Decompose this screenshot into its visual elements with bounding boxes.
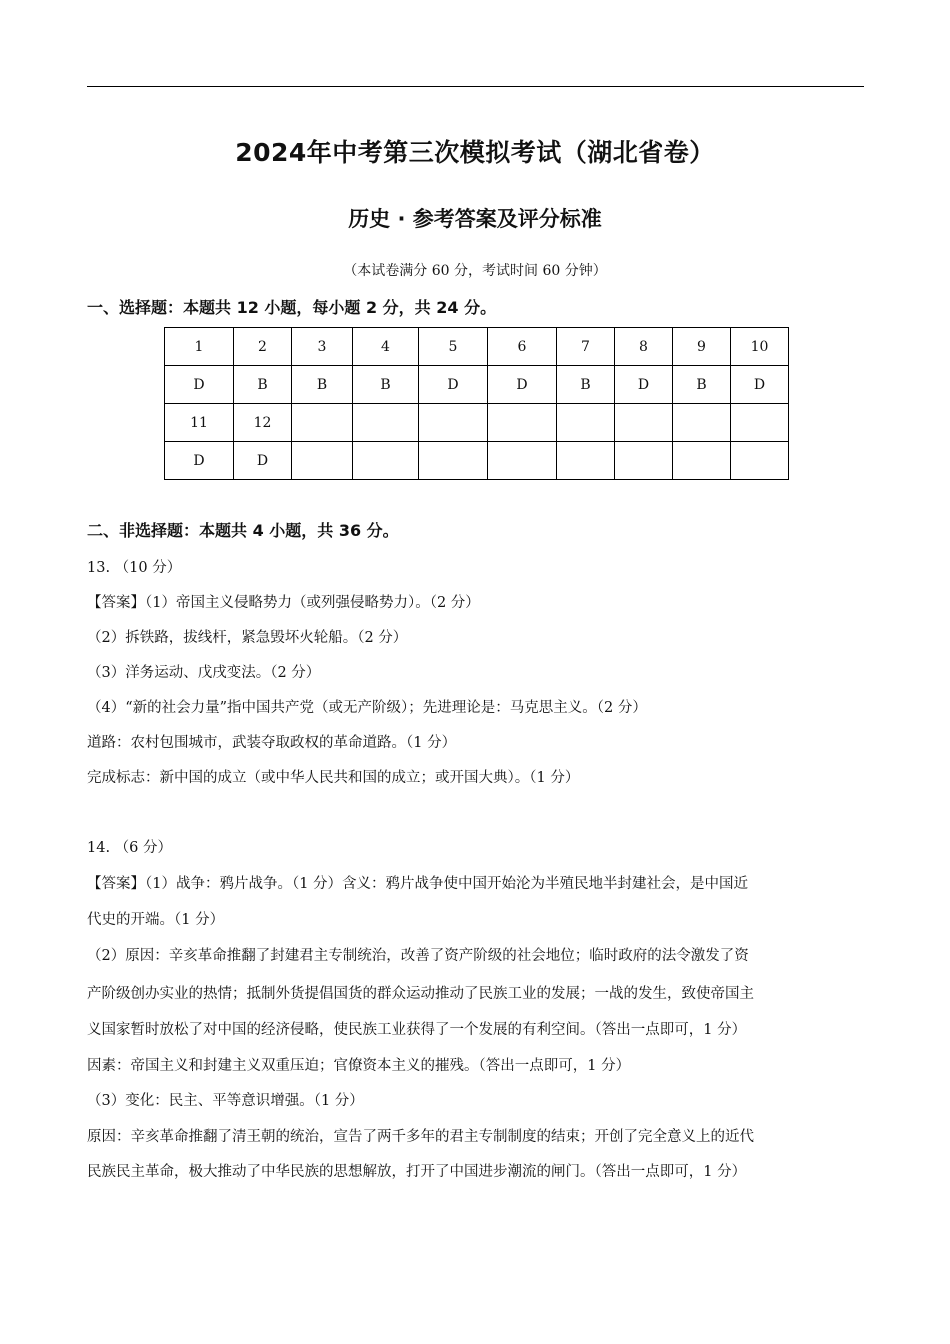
section-2-heading: 二、非选择题：本题共 4 小题，共 36 分。 [87,521,399,540]
answer-line: 【答案】（1）帝国主义侵略势力（或列强侵略势力）。（2 分） [87,595,480,611]
table-cell [419,404,488,442]
table-cell [731,442,789,480]
answer-table-body [165,328,789,480]
table-cell: B [557,366,615,404]
table-cell [731,404,789,442]
table-cell [673,404,731,442]
table-cell: B [234,366,292,404]
table-cell: 3 [292,328,353,366]
table-cell: D [234,442,292,480]
table-cell: 1 [165,328,234,366]
table-cell: 4 [353,328,419,366]
table-cell [488,404,557,442]
table-cell [488,442,557,480]
section-1-heading: 一、选择题：本题共 12 小题，每小题 2 分，共 24 分。 [87,298,497,317]
table-cell: D [419,366,488,404]
answer-line: 因素：帝国主义和封建主义双重压迫；官僚资本主义的摧残。（答出一点即可，1 分） [87,1058,631,1074]
answer-line: 完成标志：新中国的成立（或中华人民共和国的成立；或开国大典）。（1 分） [87,770,580,786]
answer-line: 14. （6 分） [87,840,173,856]
table-cell [353,442,419,480]
table-cell: D [615,366,673,404]
table-cell [557,404,615,442]
table-cell [557,442,615,480]
answer-table [164,327,789,480]
table-cell: D [165,366,234,404]
table-cell: D [731,366,789,404]
answer-line: 【答案】（1）战争：鸦片战争。（1 分）含义：鸦片战争使中国开始沦为半殖民地半封建社会，是中国近 [87,876,749,892]
answer-line: 原因：辛亥革命推翻了清王朝的统治，宣告了两千多年的君主专制制度的结束；开创了完全意义上的近代 [87,1129,754,1145]
table-cell [292,442,353,480]
table-cell: B [353,366,419,404]
table-cell: B [292,366,353,404]
table-cell: 10 [731,328,789,366]
answer-line: （2）原因：辛亥革命推翻了封建君主专制统治，改善了资产阶级的社会地位；临时政府的法令激发了资 [87,948,749,964]
table-cell: 6 [488,328,557,366]
page-subtitle: 历史 · 参考答案及评分标准 [348,207,602,231]
answer-line: 产阶级创办实业的热情；抵制外货提倡国货的群众运动推动了民族工业的发展；一战的发生，致使帝国主 [87,986,754,1002]
table-cell: 12 [234,404,292,442]
answer-line: 义国家暂时放松了对中国的经济侵略，使民族工业获得了一个发展的有利空间。（答出一点即可，1 分） [87,1022,747,1038]
table-cell [615,404,673,442]
table-row [165,442,789,480]
exam-note: （本试卷满分 60 分，考试时间 60 分钟） [343,263,607,279]
answer-line: 代史的开端。（1 分） [87,912,225,928]
table-cell: 2 [234,328,292,366]
answer-line: 13. （10 分） [87,560,182,576]
answer-line: （3）变化：民主、平等意识增强。（1 分） [87,1093,364,1109]
table-cell [615,442,673,480]
table-cell: 11 [165,404,234,442]
table-cell: 8 [615,328,673,366]
table-cell [419,442,488,480]
page-title: 2024年中考第三次模拟考试（湖北省卷） [235,138,715,167]
table-cell [353,404,419,442]
table-cell: B [673,366,731,404]
table-cell: 9 [673,328,731,366]
header-rule [87,86,864,87]
answer-line: （4）“新的社会力量”指中国共产党（或无产阶级）；先进理论是：马克思主义。（2 分） [87,700,647,716]
table-cell: D [488,366,557,404]
table-cell [673,442,731,480]
table-cell [292,404,353,442]
table-cell: D [165,442,234,480]
answer-line: 道路：农村包围城市，武装夺取政权的革命道路。（1 分） [87,735,457,751]
answer-line: 民族民主革命，极大推动了中华民族的思想解放，打开了中国进步潮流的闸门。（答出一点即可，1 分） [87,1164,747,1180]
table-cell: 5 [419,328,488,366]
answer-line: （3）洋务运动、戊戌变法。（2 分） [87,665,321,681]
answer-line: （2）拆铁路，拔线杆，紧急毁坏火轮船。（2 分） [87,630,408,646]
table-row [165,366,789,404]
table-row [165,328,789,366]
table-cell: 7 [557,328,615,366]
table-row [165,404,789,442]
